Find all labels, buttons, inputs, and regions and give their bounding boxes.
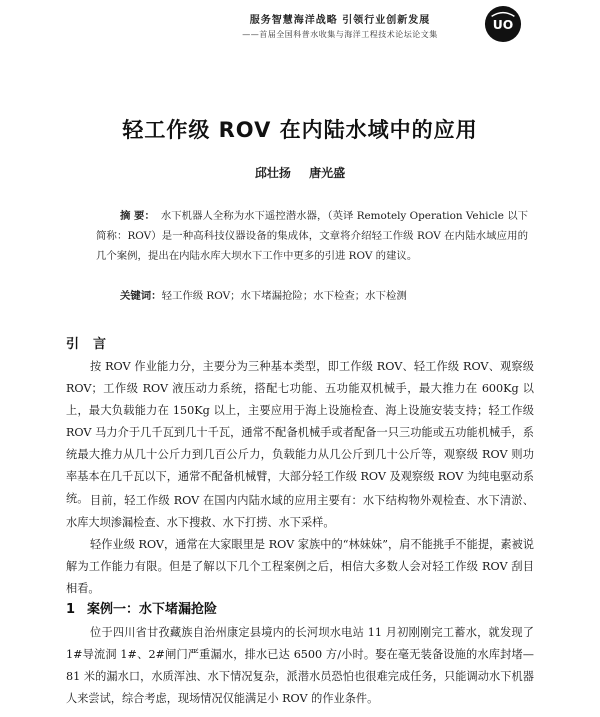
intro-paragraph-3: 轻作业级 ROV，通常在大家眼里是 ROV 家族中的“林妹妹”，肩不能挑手不能提，素被说解为工作能力有限。但是了解以下几个工程案例之后，相信大多数人会对轻工作级 ROV 刮目相看。 <box>66 538 534 595</box>
abstract <box>96 206 528 266</box>
author-1: 邱壮扬 <box>254 166 291 180</box>
authors <box>0 164 600 181</box>
keywords-label: 关键词： <box>120 290 162 302</box>
section-number: 1 <box>66 602 76 617</box>
case1-paragraph-1: 位于四川省甘孜藏族自治州康定县境内的长河坝水电站 11 月初刚刚完工蓄水，就发现了 1#导流洞 1#、2#闸门严重漏水，排水已达 6500 方/小时。娶在毫无装备设施的水库封堵—81 米的漏水口，水质浑浊、水下情况复杂，派潜水员恐怕也很难完成任务，只能调动水下机器人来尝试，综合考虑，现场情况仅能满足小 ROV 的作业条件。 <box>66 626 534 705</box>
running-header <box>205 11 475 40</box>
section-heading-text: 案例一：水下堵漏抢险 <box>87 602 218 617</box>
uo-logo-icon <box>484 5 522 43</box>
logo-text: UO <box>492 17 514 32</box>
keywords <box>120 287 540 302</box>
section-heading-case1 <box>66 598 217 617</box>
keywords-text: 轻工作级 ROV；水下堵漏抢险；水下检查；水下检测 <box>161 290 407 302</box>
running-header-title: 服务智慧海洋战略 引领行业创新发展 <box>249 15 431 26</box>
intro-paragraph-2: 目前，轻工作级 ROV 在国内内陆水域的应用主要有：水下结构物外观检查、水下清淤、水库大坝渗漏检查、水下搜救、水下打捞、水下采样。 <box>66 494 534 529</box>
abstract-label: 摘 要： <box>120 210 155 222</box>
intro-paragraph-1: 按 ROV 作业能力分，主要分为三种基本类型，即工作级 ROV、轻工作级 ROV、观察级 ROV；工作级 ROV 液压动力系统，搭配七功能、五功能双机械手，最大推力在 600Kg 以上，最大负载能力在 150Kg 以上，主要应用于海上设施检查、海上设施安装支持；轻工作级 ROV 马力介于几千瓦到几十千瓦，通常不配备机械手或者配备一只三功能或五功能机械手，系统最大推力从几十公斤力到几百公斤力，负载能力从几公斤到几十公斤等，观察级 ROV 则功率基本在几千瓦以下，通常不配备机械臂，大部分轻工作级 ROV 及观察级 ROV 为纯电驱动系统。 <box>66 360 534 505</box>
section-heading-intro: 引言 <box>66 337 121 352</box>
abstract-text: 水下机器人全称为水下遥控潜水器，（英译 Remotely Operation Vehicle 以下简称：ROV）是一种高科技仪器设备的集成体，文章将介绍轻工作级 ROV 在内陆水域应用的几个案例，提出在内陆水库大坝水下工作中更多的引进 ROV 的建议。 <box>96 210 528 262</box>
running-header-subtitle: ——首届全国科普水收集与海洋工程技术论坛论文集 <box>242 30 438 39</box>
author-2: 唐光盛 <box>309 166 346 180</box>
page-title: 轻工作级 ROV 在内陆水域中的应用 <box>122 118 478 142</box>
